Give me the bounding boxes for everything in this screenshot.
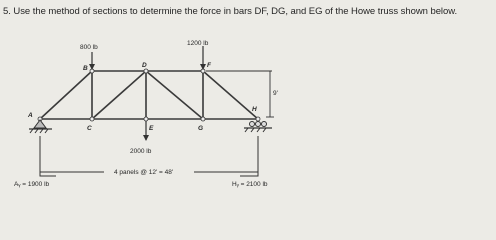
node-label-G: G [198,125,204,132]
reaction-label-left: Aᵧ = 1900 lb [14,181,50,188]
member-FH [203,71,258,119]
member-CD [92,71,146,119]
joints [38,69,260,121]
reaction-label-right: Hᵧ = 2100 lb [232,181,268,188]
node-label-A: A [28,112,33,119]
node-label-E: E [149,125,154,132]
node-label-B: B [83,65,88,72]
node-label-C: C [87,125,92,132]
member-AB [40,71,92,119]
right-support [244,122,272,133]
load-label-800: 800 lb [80,44,98,51]
height-label: 9' [273,90,278,97]
load-label-2000: 2000 lb [130,148,152,155]
load-label-1200: 1200 lb [187,40,209,47]
problem-statement: 5. Use the method of sections to determine the force in bars DF, DG, and EG of the Howe truss shown below. [3,6,458,17]
node-label-F: F [207,62,211,69]
span-label: 4 panels @ 12' = 48' [114,169,174,176]
left-support [29,120,52,133]
load-arrows [92,46,203,140]
node-label-D: D [142,62,147,69]
node-label-H: H [252,106,257,113]
truss-members [40,71,258,119]
height-dimension [206,71,274,117]
member-DG [146,71,203,119]
